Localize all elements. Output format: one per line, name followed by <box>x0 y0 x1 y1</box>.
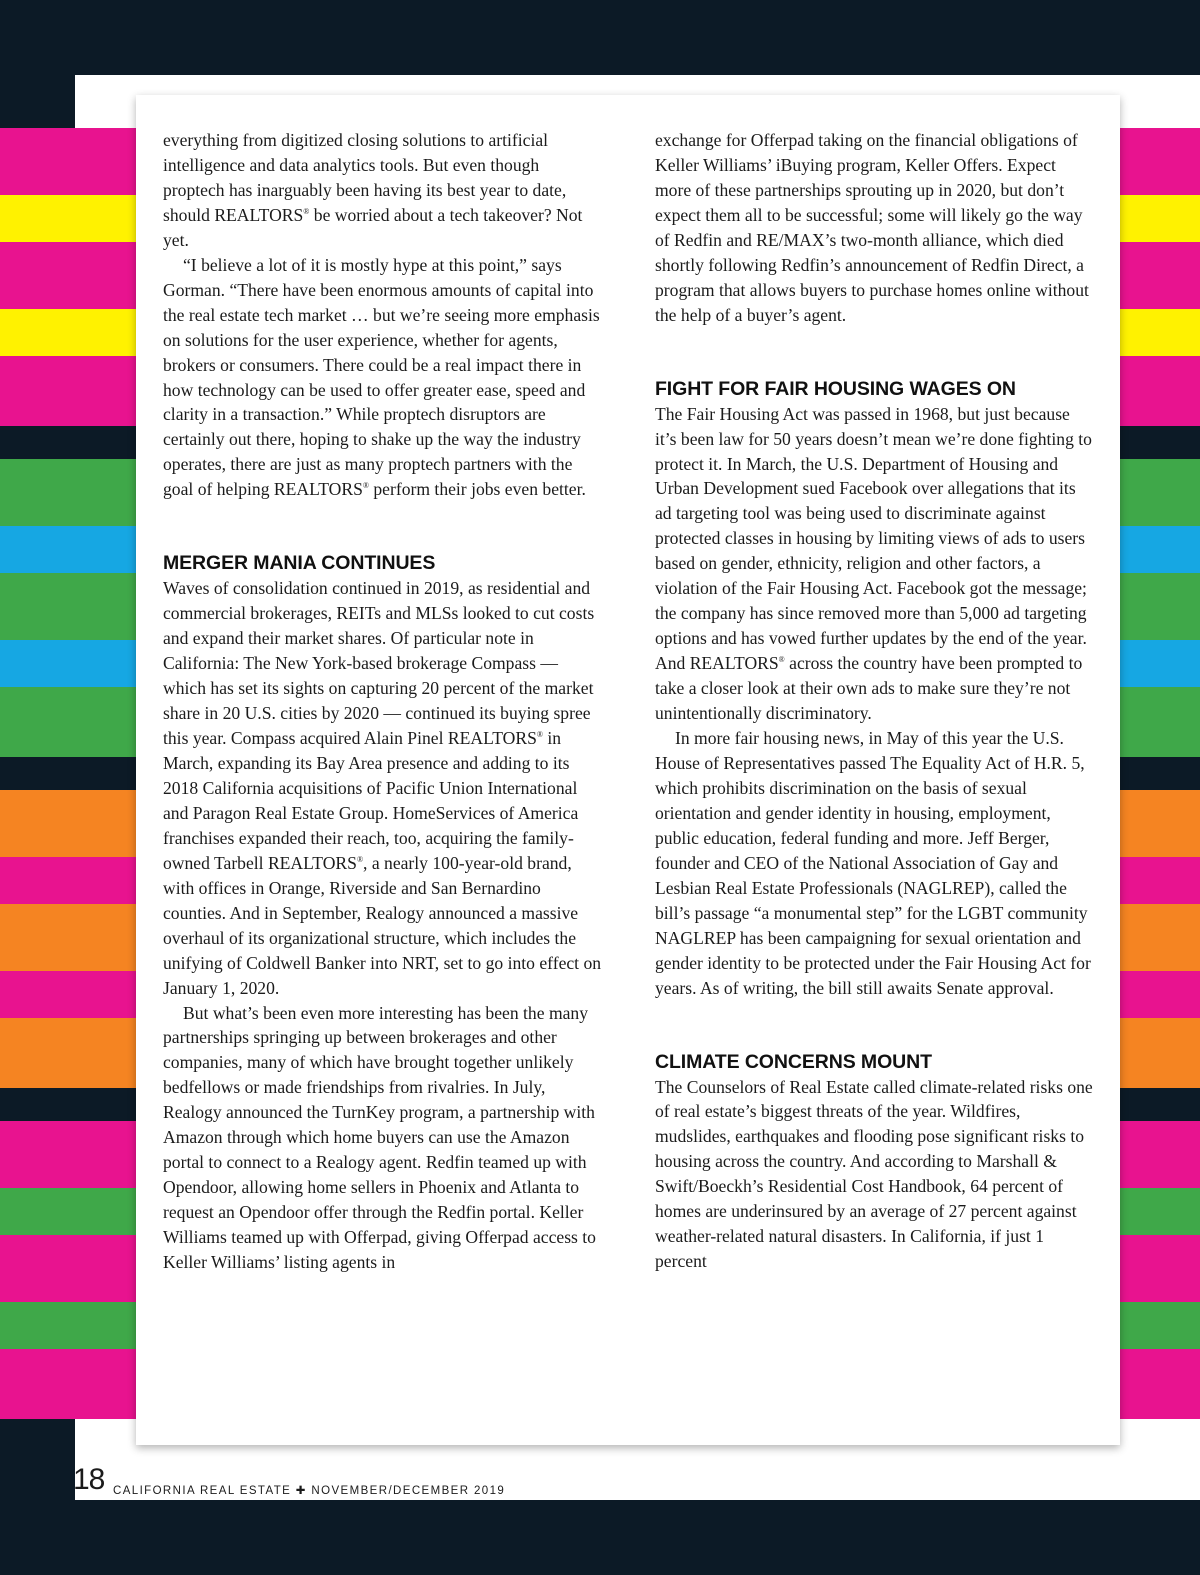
heading-climate-concerns: CLIMATE CONCERNS MOUNT <box>655 1050 932 1073</box>
right-stripe-magenta <box>1120 356 1200 426</box>
page-number: 18 <box>73 1463 105 1496</box>
right-stripe-yellow <box>1120 195 1200 242</box>
left-stripe-magenta <box>0 1121 136 1188</box>
left-stripe-yellow <box>0 195 136 242</box>
left-paragraph-4: But what’s been even more interesting has been the many partnerships springing up between brokerages and other companies, many of which have brought together unlikely bedfellows or made friendships from rivalries. In July, Realogy announced the TurnKey program, a partnership with Amazon through which home buyers can use the Amazon portal to connect to a Realogy agent. Redfin teamed up with Opendoor, allowing home sellers in Phoenix and Atlanta to request an Opendoor offer through the Redfin portal. Keller Williams teamed up with Offerpad, giving Offerpad access to Keller Williams’ listing agents in <box>163 1002 596 1273</box>
left-stripe-green <box>0 459 136 526</box>
left-stripe-magenta <box>0 356 136 426</box>
publication-line: CALIFORNIA REAL ESTATE ✚ NOVEMBER/DECEMBER 2019 <box>113 1485 506 1497</box>
right-stripe-magenta <box>1120 128 1200 195</box>
right-stripe-green <box>1120 459 1200 526</box>
left-stripe-magenta <box>0 242 136 309</box>
left-stripe-magenta <box>0 1235 136 1302</box>
right-column <box>655 128 1095 1274</box>
left-stripe-navy <box>0 426 136 459</box>
registered-mark: ® <box>778 655 785 665</box>
right-stripe-navy <box>1120 757 1200 790</box>
right-stripe-orange <box>1120 904 1200 971</box>
left-stripe-navy <box>0 757 136 790</box>
heading-fair-housing: FIGHT FOR FAIR HOUSING WAGES ON <box>655 377 1016 400</box>
left-column <box>163 128 603 1275</box>
left-paragraph-2: “I believe a lot of it is mostly hype at this point,” says Gorman. “There have been enormous amounts of capital into the real estate tech market … but we’re seeing more emphasis on solutions for the user experience, whether for agents, brokers or consumers. There could be a real impact there in how technology can be used to offer greater ease, speed and clarity in a transaction.” While proptech disruptors are certainly out there, hoping to shake up the way the industry operates, there are just as many proptech partners with the goal of helping REALTORS® perform their jobs even better. <box>163 254 600 500</box>
right-stripe-magenta <box>1120 1235 1200 1302</box>
left-stripe-cyan <box>0 526 136 573</box>
right-stripe-navy <box>1120 426 1200 459</box>
right-stripe-magenta <box>1120 971 1200 1018</box>
left-stripe-orange <box>0 1018 136 1088</box>
right-paragraph-3: In more fair housing news, in May of this year the U.S. House of Representatives passed The Equality Act of H.R. 5, which prohibits discrimination on the basis of sexual orientation and gender identity in housing, employment, public education, federal funding and more. Jeff Berger, founder and CEO of the National Association of Gay and Lesbian Real Estate Professionals (NAGLREP), called the bill’s passage “a monumental step” for the LGBT community NAGLREP has been campaigning for sexual orientation and gender identity to be protected under the Fair Housing Act for years. As of writing, the bill still awaits Senate approval. <box>655 728 1091 998</box>
right-stripe-cyan <box>1120 640 1200 687</box>
registered-mark: ® <box>362 481 369 491</box>
right-stripe-navy <box>1120 1088 1200 1121</box>
right-paragraph-2: The Fair Housing Act was passed in 1968, but just because it’s been law for 50 years doesn’t mean we’re done fighting to protect it. In March, the U.S. Department of Housing and Urban Development sued Facebook over allegations that its ad targeting tool was being used to discriminate against protected classes in housing by limiting views of ads to users based on gender, ethnicity, religion and other factors, a violation of the Fair Housing Act. Facebook got the message; the company has since removed more than 5,000 ad targeting options and has vowed further updates by the end of the year. And REALTORS® across the country have been prompted to take a closer look at their own ads to make sure they’re not unintentionally discriminatory. <box>655 403 1092 724</box>
right-stripe-green <box>1120 1188 1200 1235</box>
left-stripe-yellow <box>0 309 136 356</box>
right-stripe-cyan <box>1120 526 1200 573</box>
right-stripe-magenta <box>1120 242 1200 309</box>
right-stripe-yellow <box>1120 309 1200 356</box>
left-paragraph-3: Waves of consolidation continued in 2019, as residential and commercial brokerages, REITs and MLSs looked to cut costs and expand their market shares. Of particular note in California: The New York-based brokerage Compass — which has set its sights on capturing 20 percent of the market share in 20 U.S. cities by 2020 — continued its buying spree this year. Compass acquired Alain Pinel REALTORS® in March, expanding its Bay Area presence and adding to its 2018 California acquisitions of Pacific Union International and Paragon Real Estate Group. HomeServices of America franchises expanded their reach, too, acquiring the family-owned Tarbell REALTORS®, a nearly 100-year-old brand, with offices in Orange, Riverside and San Bernardino counties. And in September, Realogy announced a massive overhaul of its organizational structure, which includes the unifying of Coldwell Banker into NRT, set to go into effect on January 1, 2020. <box>163 578 602 998</box>
right-stripe-green <box>1120 1302 1200 1349</box>
left-stripe-orange <box>0 904 136 971</box>
right-stripe-magenta <box>1120 857 1200 904</box>
left-stripe-green <box>0 573 136 640</box>
right-stripe-orange <box>1120 1018 1200 1088</box>
left-stripe-green <box>0 1188 136 1235</box>
left-stripe-magenta <box>0 1349 136 1419</box>
left-stripe-magenta <box>0 857 136 904</box>
right-stripe-green <box>1120 573 1200 640</box>
registered-mark: ® <box>356 854 364 864</box>
left-stripe-navy <box>0 1088 136 1121</box>
right-stripe-green <box>1120 687 1200 757</box>
right-paragraph-4: The Counselors of Real Estate called climate-related risks one of real estate’s biggest threats of the year. Wildfires, mudslides, earthquakes and flooding pose significant risks to housing across the country. And according to Marshall & Swift/Boeckh’s Residential Cost Handbook, 64 percent of homes are underinsured by an average of 27 percent against weather-related natural disasters. In California, if just 1 percent <box>655 1076 1093 1272</box>
heading-merger-mania: MERGER MANIA CONTINUES <box>163 552 436 575</box>
left-stripe-green <box>0 1302 136 1349</box>
left-stripe-magenta <box>0 971 136 1018</box>
left-paragraph-1: everything from digitized closing solutions to artificial intelligence and data analytics tools. But even though proptech has inarguably been having its best year to date, should REALTORS® be worried about a tech takeover? Not yet. <box>163 130 583 250</box>
right-stripe-magenta <box>1120 1349 1200 1419</box>
right-stripe-magenta <box>1120 1121 1200 1188</box>
registered-mark: ® <box>303 207 310 216</box>
left-stripe-orange <box>0 790 136 857</box>
right-paragraph-1: exchange for Offerpad taking on the financial obligations of Keller Williams’ iBuying program, Keller Offers. Expect more of these partnerships sprouting up in 2020, but don’t expect them all to be successful; some will likely go the way of Redfin and RE/MAX’s two-month alliance, which died shortly following Redfin’s announcement of Redfin Direct, a program that allows buyers to purchase homes online without the help of a buyer’s agent. <box>655 130 1089 325</box>
registered-mark: ® <box>536 730 543 740</box>
right-stripe-orange <box>1120 790 1200 857</box>
left-stripe-magenta <box>0 128 136 195</box>
left-stripe-green <box>0 687 136 757</box>
left-stripe-cyan <box>0 640 136 687</box>
